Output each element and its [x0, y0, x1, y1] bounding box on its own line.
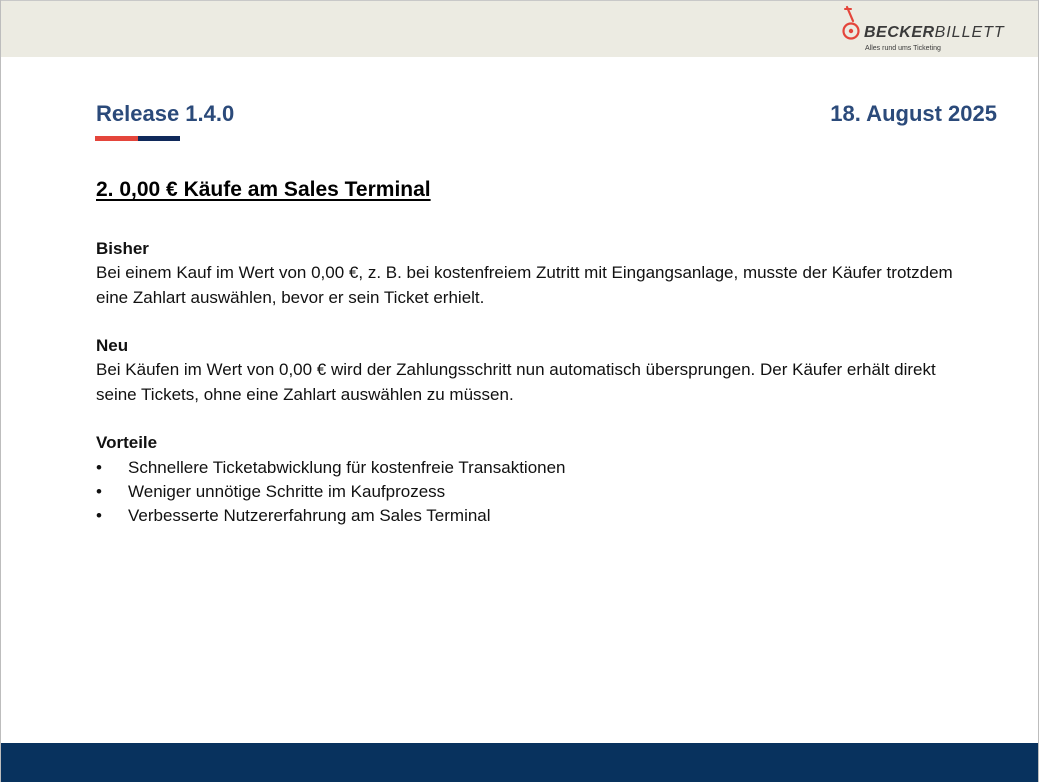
bisher-text: Bei einem Kauf im Wert von 0,00 €, z. B. bei kostenfreiem Zutritt mit Eingangsanlage, musste der Käufer trotzdem eine Zahlart auswählen, bevor er sein Ticket erhielt. — [96, 263, 953, 307]
section-heading: 2. 0,00 € Käufe am Sales Terminal — [96, 178, 431, 201]
title-accent-bar — [95, 136, 180, 141]
bullet-icon: • — [96, 481, 102, 501]
list-item-text: Verbesserte Nutzererfahrung am Sales Terminal — [128, 506, 491, 526]
accent-red-segment — [95, 136, 138, 141]
brand-name-part1: BECKER — [864, 24, 935, 41]
list-item — [96, 504, 976, 528]
accent-navy-segment — [138, 136, 180, 141]
neu-text: Bei Käufen im Wert von 0,00 € wird der Zahlungsschritt nun automatisch übersprungen. Der Käufer erhält direkt seine Tickets, ohne eine Zahlart auswählen zu müssen. — [96, 360, 936, 404]
release-version: Release 1.4.0 — [96, 101, 235, 126]
list-item-text: Weniger unnötige Schritte im Kaufprozess — [128, 481, 446, 501]
bullet-icon: • — [96, 457, 102, 477]
brand-name-part2: BILLETT — [934, 24, 1005, 41]
vorteile-title: Vorteile — [96, 433, 158, 453]
brand-wordmark — [864, 24, 1005, 42]
bullet-icon: • — [96, 506, 102, 526]
vorteile-list — [96, 456, 976, 529]
section-content — [96, 237, 976, 529]
brand-tagline: Alles rund ums Ticketing — [865, 45, 941, 52]
list-item — [96, 480, 976, 504]
list-item — [96, 456, 976, 480]
top-bar — [1, 0, 1038, 57]
neu-title: Neu — [96, 336, 129, 356]
bisher-title: Bisher — [96, 239, 149, 258]
bottom-bar — [1, 743, 1038, 782]
list-item-text: Schnellere Ticketabwicklung für kostenfreie Transaktionen — [128, 457, 566, 477]
brand-logo — [841, 5, 1005, 53]
release-date: 18. August 2025 — [830, 101, 997, 126]
becker-billett-logo-icon — [841, 5, 865, 43]
